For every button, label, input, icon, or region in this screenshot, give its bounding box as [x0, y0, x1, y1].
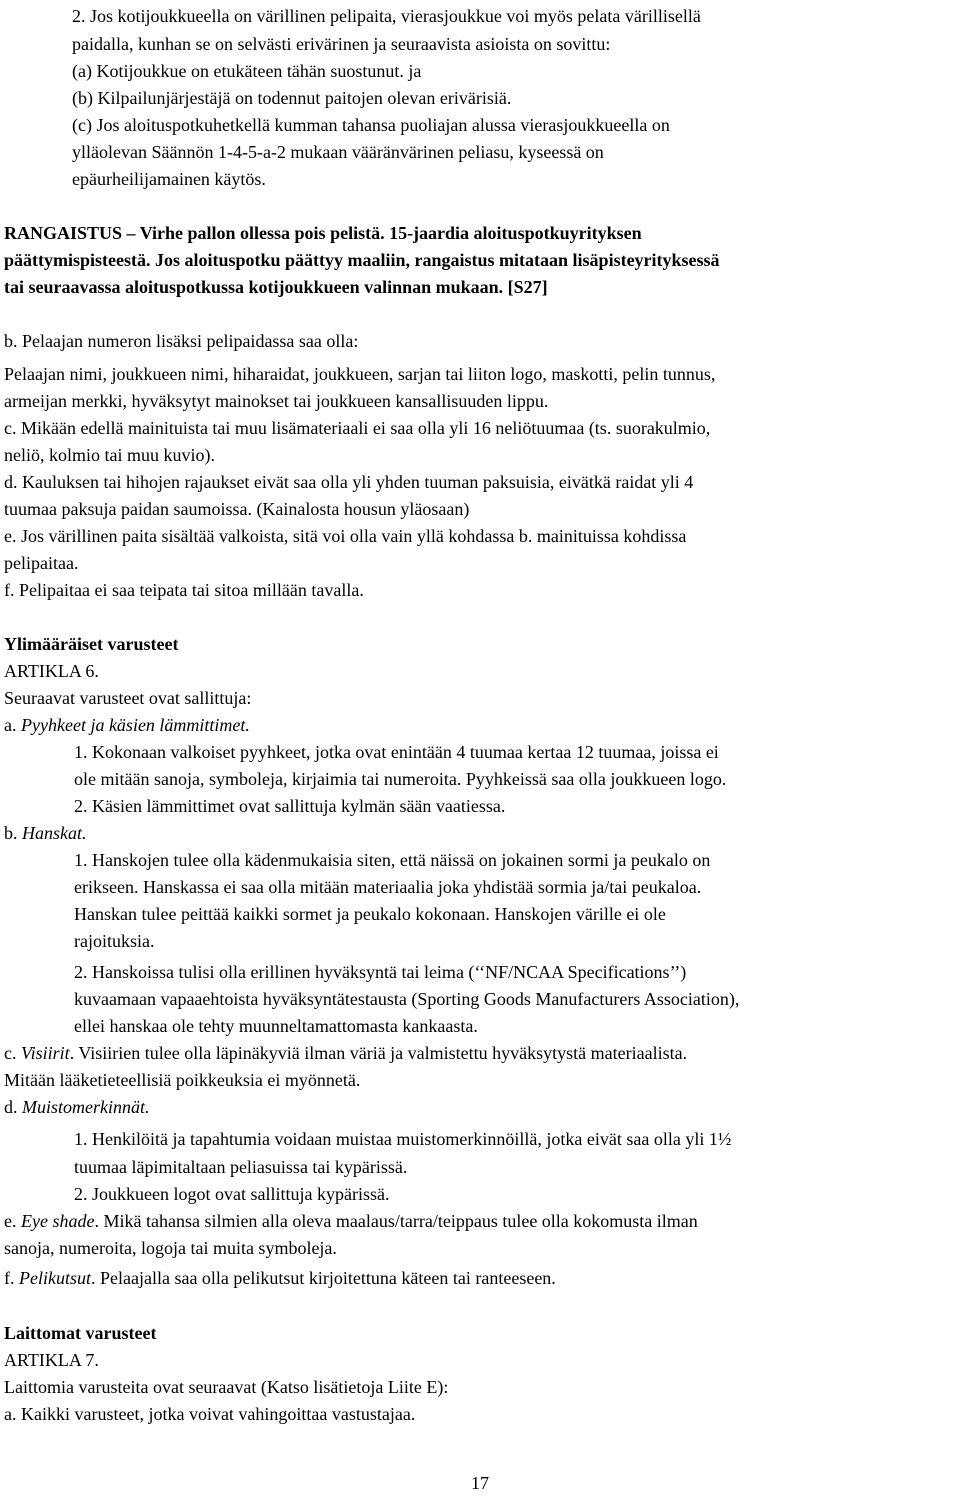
article-6-a1-line-1: 1. Kokonaan valkoiset pyyhkeet, jotka ovat enintään 4 tuumaa kertaa 12 tuumaa, joissa ei: [74, 742, 719, 762]
article-6-f-title: Pelikutsut: [19, 1268, 91, 1288]
rule-item-2a: (a) Kotijoukkue on etukäteen tähän suostunut. ja: [72, 61, 422, 81]
jersey-b-line-3: armeijan merkki, hyväksytyt mainokset tai joukkueen kansallisuuden lippu.: [4, 391, 549, 411]
rule-item-2-line-1: 2. Jos kotijoukkueella on värillinen pelipaita, vierasjoukkue voi myös pelata värillisellä: [72, 6, 701, 26]
article-6-e-text: . Mikä tahansa silmien alla oleva maalaus/tarra/teippaus tulee olla kokomusta ilman: [94, 1211, 698, 1231]
article-6-e-line-1: [4, 1208, 698, 1235]
rule-item-2b: (b) Kilpailunjärjestäjä on todennut paitojen olevan erivärisiä.: [72, 88, 512, 108]
jersey-c-line-1: c. Mikään edellä mainituista tai muu lisämateriaali ei saa olla yli 16 neliötuumaa (ts. suorakulmio,: [4, 418, 711, 438]
article-6-label: ARTIKLA 6.: [4, 661, 99, 681]
article-6-e-title: Eye shade: [21, 1211, 95, 1231]
article-6-d-prefix: d.: [4, 1097, 22, 1117]
article-6-a-title: Pyyhkeet ja käsien lämmittimet.: [21, 715, 250, 735]
extra-equipment-heading: Ylimääräiset varusteet: [4, 634, 179, 654]
jersey-d-line-1: d. Kauluksen tai hihojen rajaukset eivät saa olla yli yhden tuuman paksuisia, eivätkä raidat yli 4: [4, 472, 694, 492]
article-7-a: a. Kaikki varusteet, jotka voivat vahingoittaa vastustajaa.: [4, 1404, 416, 1424]
article-6-c-line-2: Mitään lääketieteellisiä poikkeuksia ei myönnetä.: [4, 1070, 361, 1090]
article-7-label: ARTIKLA 7.: [4, 1350, 99, 1370]
article-6-b1-line-3: Hanskan tulee peittää kaikki sormet ja peukalo kokonaan. Hanskojen värille ei ole: [74, 904, 666, 924]
article-6-e-prefix: e.: [4, 1211, 21, 1231]
penalty-line-1: RANGAISTUS – Virhe pallon ollessa pois pelistä. 15-jaardia aloituspotkuyrityksen: [4, 223, 642, 243]
article-6-intro: Seuraavat varusteet ovat sallittuja:: [4, 688, 252, 708]
jersey-c-line-2: neliö, kolmio tai muu kuvio).: [4, 445, 215, 465]
jersey-d-line-2: tuumaa paksuja paidan saumoissa. (Kainalosta housun yläosaan): [4, 499, 470, 519]
article-6-a2: 2. Käsien lämmittimet ovat sallittuja kylmän sään vaatiessa.: [74, 796, 506, 816]
penalty-line-3: tai seuraavassa aloituspotkussa kotijoukkueen valinnan mukaan. [S27]: [4, 277, 548, 297]
article-6-d1-line-1: 1. Henkilöitä ja tapahtumia voidaan muistaa muistomerkinnöillä, jotka eivät saa olla yli 1½: [74, 1129, 732, 1149]
article-6-f-prefix: f.: [4, 1268, 19, 1288]
jersey-b-line-1: b. Pelaajan numeron lisäksi pelipaidassa saa olla:: [4, 331, 359, 351]
jersey-f-line-1: f. Pelipaitaa ei saa teipata tai sitoa millään tavalla.: [4, 580, 364, 600]
article-6-b: [4, 820, 87, 847]
rule-item-2c-line-1: (c) Jos aloituspotkuhetkellä kumman tahansa puoliajan alussa vierasjoukkueella on: [72, 115, 670, 135]
jersey-b-line-2: Pelaajan nimi, joukkueen nimi, hiharaidat, joukkueen, sarjan tai liiton logo, maskotti, pelin tunnus,: [4, 364, 716, 384]
penalty-line-2: päättymispisteestä. Jos aloituspotku päättyy maaliin, rangaistus mitataan lisäpisteyrityksessä: [4, 250, 720, 270]
article-6-a1-line-2: ole mitään sanoja, symboleja, kirjaimia tai numeroita. Pyyhkeissä saa olla joukkueen logo.: [74, 769, 727, 789]
page-number: 17: [471, 1473, 489, 1493]
article-6-b1-line-2: erikseen. Hanskassa ei saa olla mitään materiaalia joka yhdistää sormia ja/tai peukaloa.: [74, 877, 702, 897]
article-6-f-text: . Pelaajalla saa olla pelikutsut kirjoitettuna käteen tai ranteeseen.: [90, 1268, 556, 1288]
article-6-b1-line-4: rajoituksia.: [74, 931, 155, 951]
article-6-d: [4, 1094, 150, 1121]
jersey-e-line-1: e. Jos värillinen paita sisältää valkoista, sitä voi olla vain yllä kohdassa b. mainituissa kohdissa: [4, 526, 687, 546]
jersey-e-line-2: pelipaitaa.: [4, 553, 79, 573]
article-6-c-line-1: [4, 1040, 687, 1067]
article-6-b-prefix: b.: [4, 823, 22, 843]
rule-item-2c-line-3: epäurheilijamainen käytös.: [72, 169, 266, 189]
article-6-b-title: Hanskat.: [22, 823, 87, 843]
article-6-a: [4, 712, 250, 739]
article-6-d2: 2. Joukkueen logot ovat sallittuja kypärissä.: [74, 1184, 390, 1204]
article-6-b2-line-3: ellei hanskaa ole tehty muunneltamattomasta kankaasta.: [74, 1016, 478, 1036]
illegal-equipment-heading: Laittomat varusteet: [4, 1323, 157, 1343]
article-6-b2-line-2: kuvaamaan vapaaehtoista hyväksyntätestausta (Sporting Goods Manufacturers Association),: [74, 989, 740, 1009]
article-6-c-text: . Visiirien tulee olla läpinäkyviä ilman väriä ja valmistettu hyväksytystä materiaalista.: [69, 1043, 688, 1063]
article-6-c-prefix: c.: [4, 1043, 21, 1063]
article-6-e-line-2: sanoja, numeroita, logoja tai muita symboleja.: [4, 1238, 337, 1258]
article-6-d-title: Muistomerkinnät.: [22, 1097, 150, 1117]
article-7-intro: Laittomia varusteita ovat seuraavat (Katso lisätietoja Liite E):: [4, 1377, 449, 1397]
article-6-b1-line-1: 1. Hanskojen tulee olla kädenmukaisia siten, että näissä on jokainen sormi ja peukalo on: [74, 850, 711, 870]
article-6-c-title: Visiirit: [21, 1043, 70, 1063]
rule-item-2-line-2: paidalla, kunhan se on selvästi erivärinen ja seuraavista asioista on sovittu:: [72, 34, 611, 54]
article-6-b2-line-1: 2. Hanskoissa tulisi olla erillinen hyväksyntä tai leima (‘‘NF/NCAA Specifications’’): [74, 962, 687, 982]
article-6-d1-line-2: tuumaa läpimitaltaan peliasuissa tai kypärissä.: [74, 1157, 408, 1177]
article-6-a-prefix: a.: [4, 715, 21, 735]
rule-item-2c-line-2: ylläolevan Säännön 1-4-5-a-2 mukaan vääränvärinen peliasu, kyseessä on: [72, 142, 604, 162]
article-6-f: [4, 1265, 556, 1292]
